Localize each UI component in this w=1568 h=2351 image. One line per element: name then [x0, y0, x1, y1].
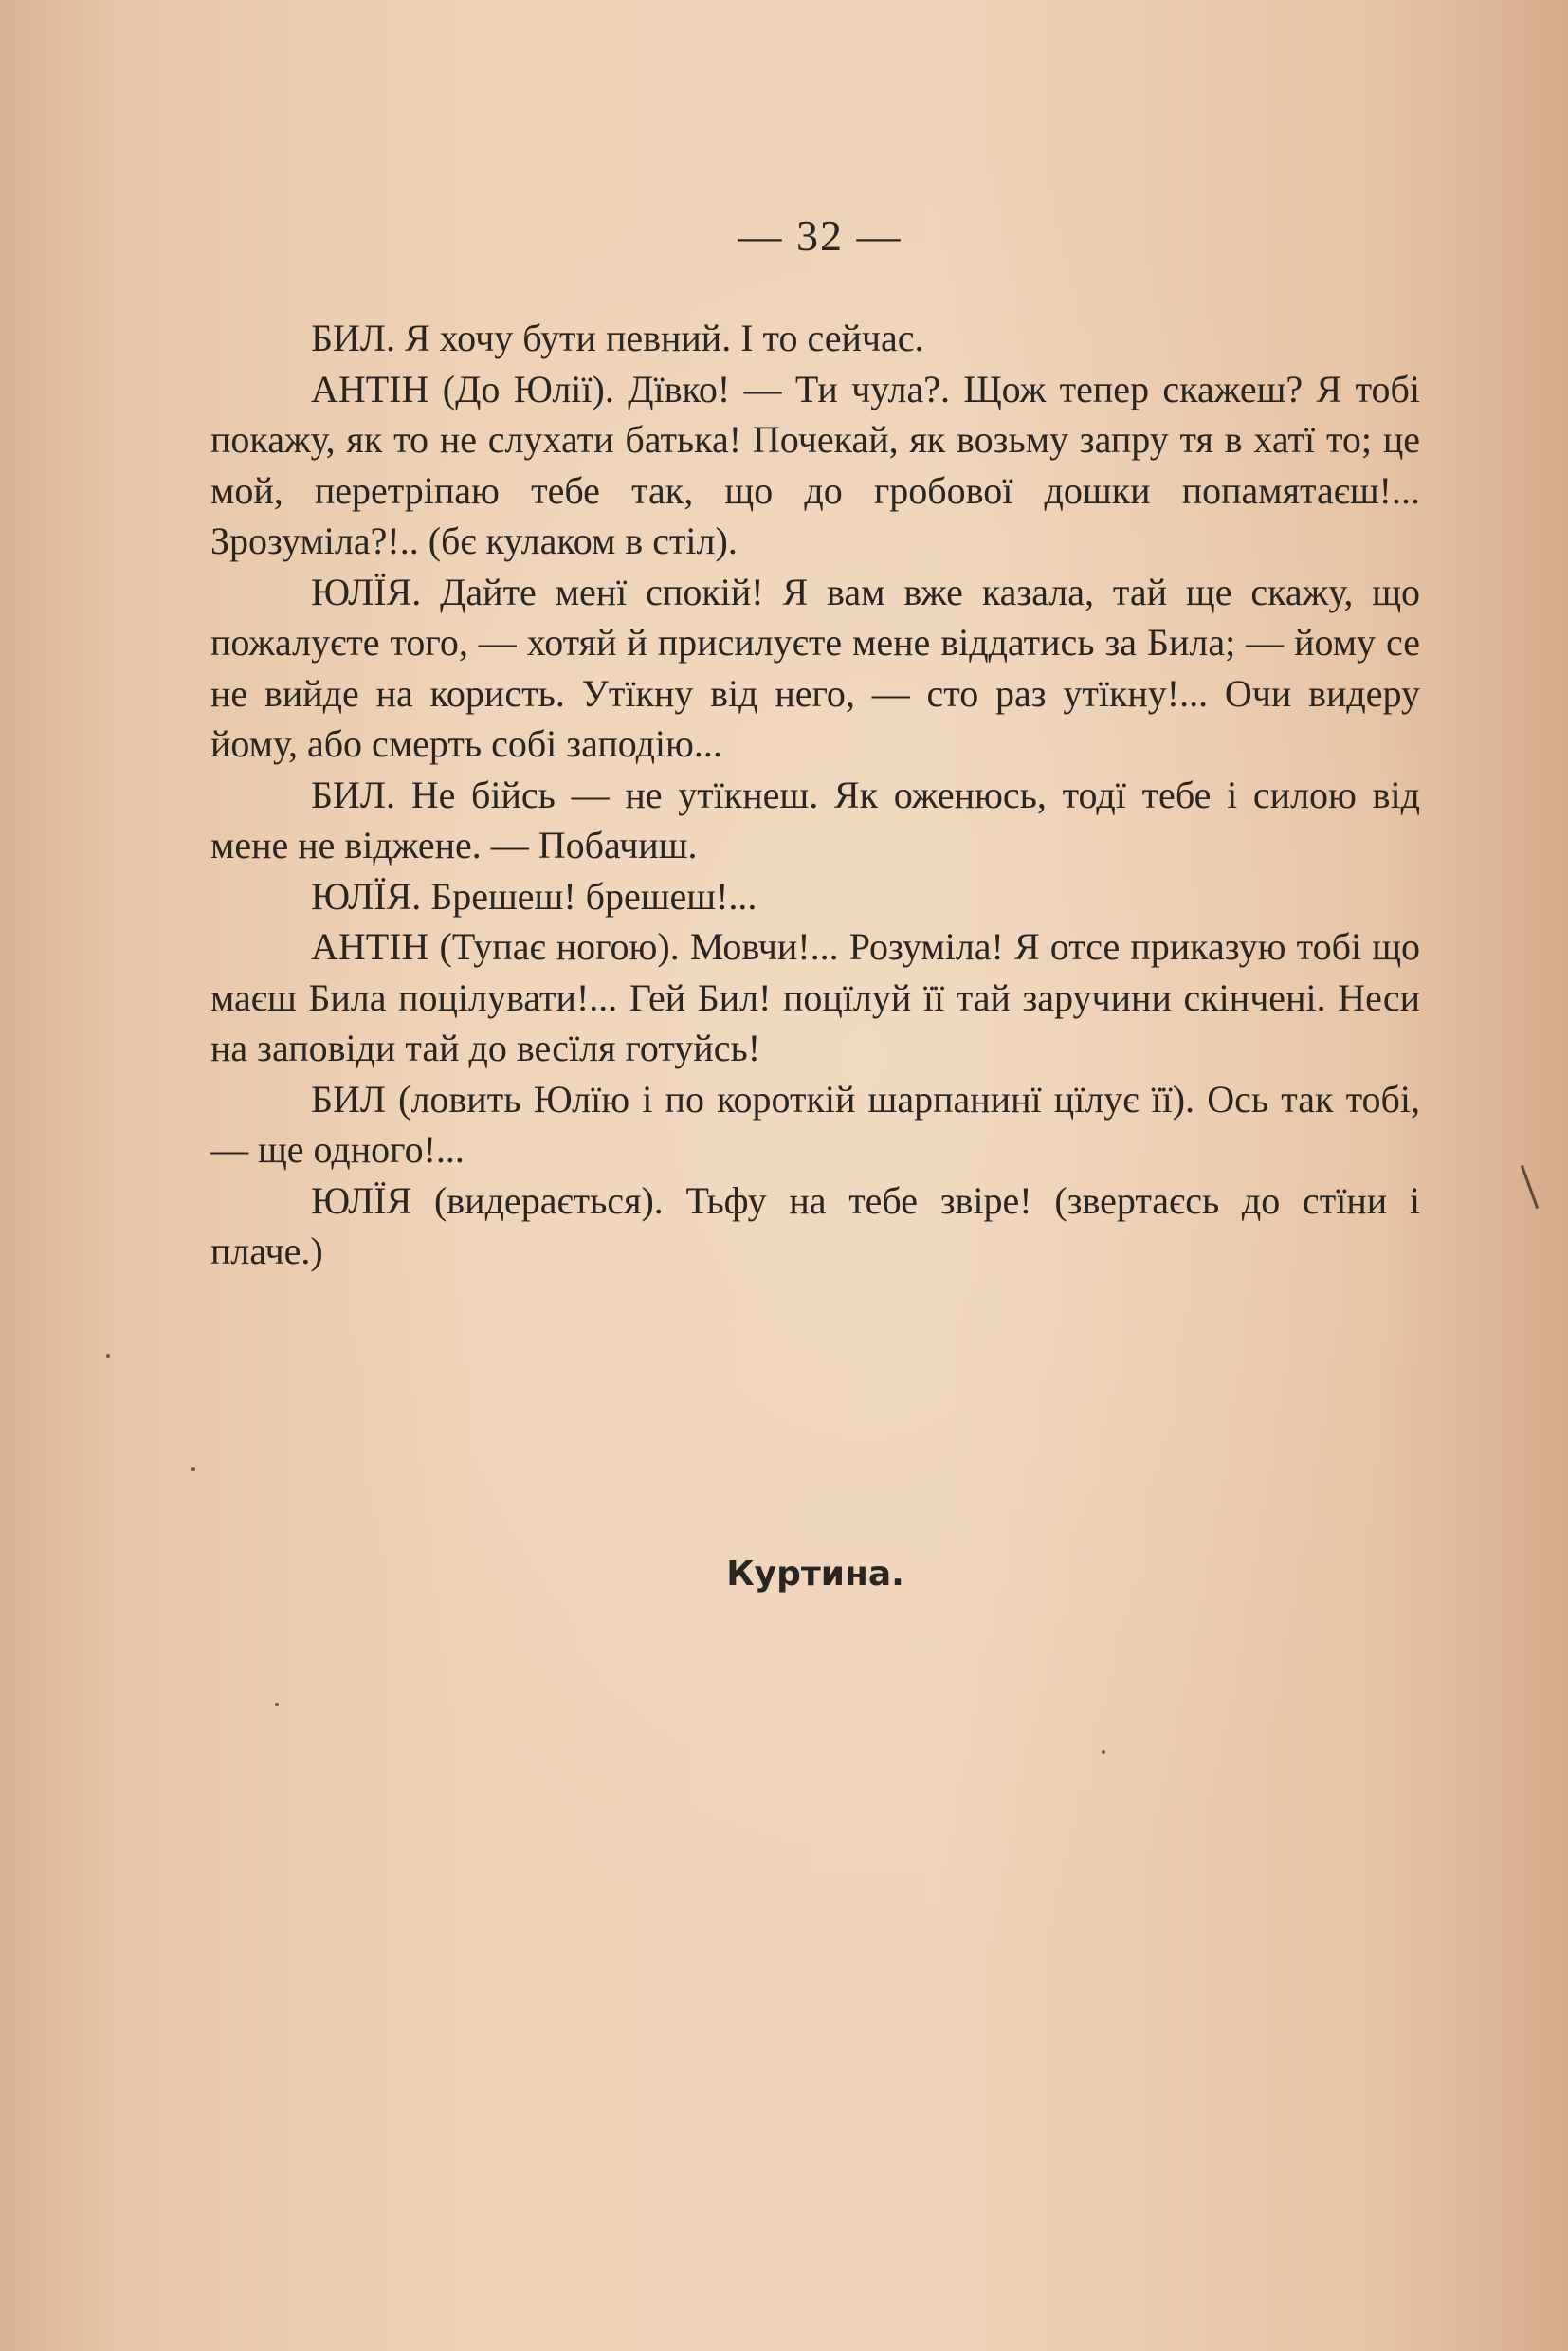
paragraph: АНТІН (Тупає ногою). Мовчи!... Розуміла! Я отсе приказую тобі що маєш Била поцілувати!... Гей Бил! поцїлуй її тай заручини скінчені. Неси на заповіди тай до весїля готуйсь!: [210, 925, 1420, 1069]
paragraph: БИЛ. Я хочу бути певний. І то сейчас.: [311, 317, 924, 359]
paragraph: БИЛ (ловить Юлїю і по короткій шарпанинї цїлує її). Ось так тобі, — ще одного!...: [210, 1077, 1420, 1171]
dialogue-text: [210, 313, 1420, 1277]
paragraph: АНТІН (До Юлії). Дївко! — Ти чула?. Щож тепер скажеш? Я тобі покажу, як то не слухати батька! Почекай, як возьму запру тя в хатї то; це мой, перетріпаю тебе так, що до гробової дошки попамятаєш!... Зрозуміла?!.. (бє кулаком в стіл).: [210, 367, 1420, 562]
paper-speck: [275, 1703, 279, 1706]
paper-speck: [191, 1467, 195, 1471]
curtain-heading: Куртина.: [726, 1555, 904, 1594]
paragraph: ЮЛЇЯ. Брешеш! брешеш!...: [311, 874, 757, 918]
paragraph: ЮЛЇЯ. Дайте менї спокій! Я вам вже казала, тай ще скажу, що пожалуєте того, — хотяй й присилуєте мене віддатись за Била; — йому се не вийде на користь. Утїкну від него, — сто раз утїкну!... Очи видеру йому, або смерть собі заподію...: [210, 570, 1420, 765]
paper-speck: [106, 1354, 110, 1358]
paragraph: БИЛ. Не бійсь — не утїкнеш. Як оженюсь, тодї тебе і силою від мене не віджене. — Побачиш.: [210, 773, 1420, 866]
paragraph: ЮЛЇЯ (видерається). Тьфу на тебе звіре! (звертаєсь до стїни і плаче.): [210, 1178, 1420, 1272]
paper-speck: [1102, 1750, 1105, 1754]
paper-mark: [1521, 1165, 1539, 1209]
page-number: — 32 —: [738, 211, 903, 260]
